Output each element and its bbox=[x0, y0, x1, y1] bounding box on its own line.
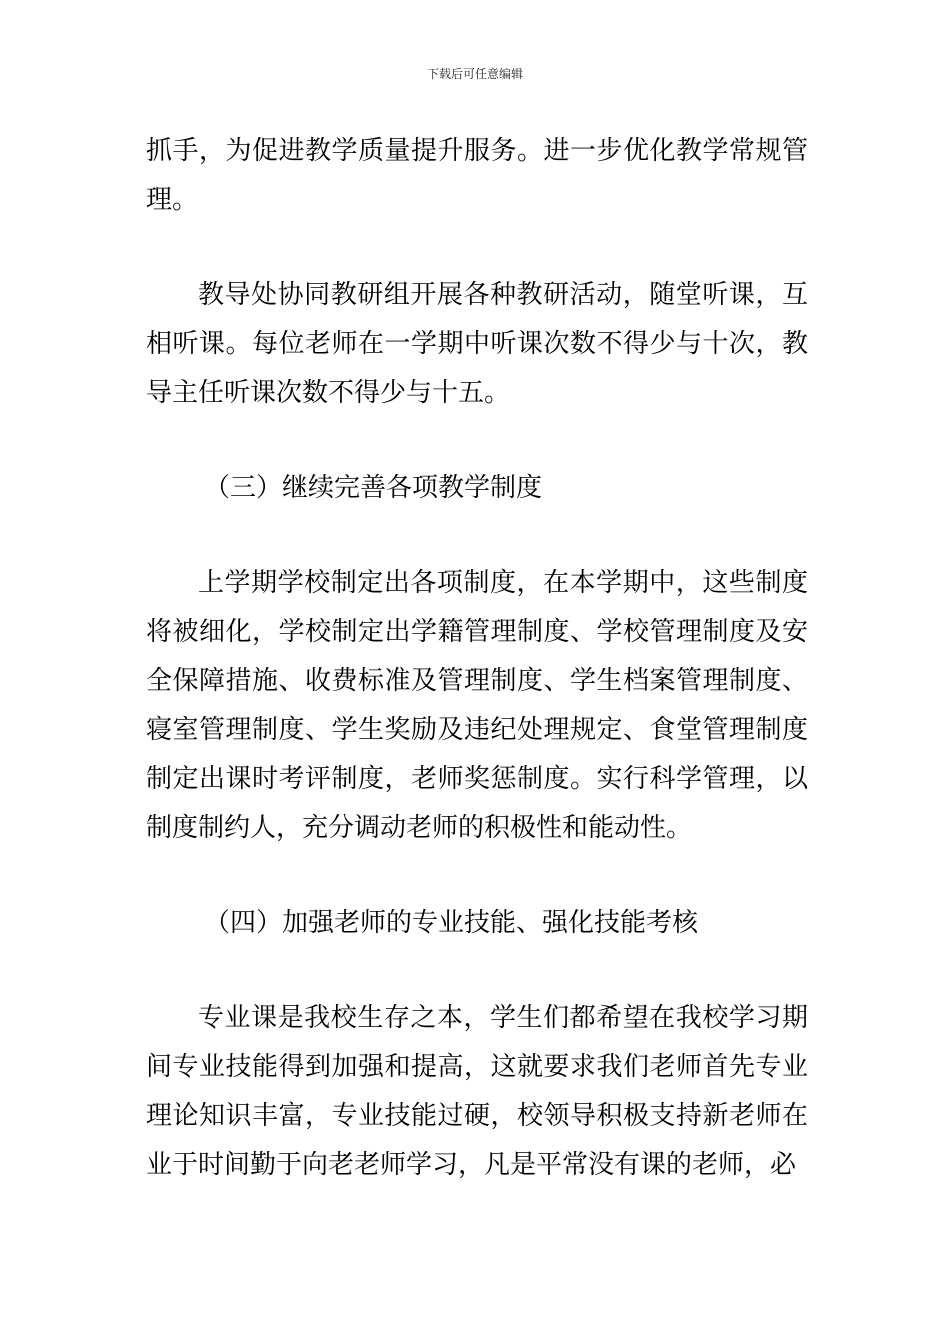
section-heading-3: （三）继续完善各项教学制度 bbox=[204, 473, 543, 503]
paragraph-continuation: 抓手，为促进教学质量提升服务。进一步优化教学常规管理。 bbox=[146, 136, 808, 215]
paragraph-lesson-observation: 教导处协同教研组开展各种教研活动，随堂听课，互相听课。每位老师在一学期中听课次数不得少与十次，教导主任听课次数不得少与十五。 bbox=[146, 280, 808, 408]
paragraph-professional-skills: 专业课是我校生存之本，学生们都希望在我校学习期间专业技能得到加强和提高，这就要求我们老师首先专业理论知识丰富，专业技能过硬，校领导积极支持新老师在业于时间勤于向老老师学习，凡是平常没有课的老师，必 bbox=[146, 1003, 808, 1180]
section-heading-4: （四）加强老师的专业技能、强化技能考核 bbox=[204, 908, 699, 938]
page-header-note: 下载后可任意编辑 bbox=[426, 67, 523, 81]
document-body bbox=[146, 127, 808, 1190]
paragraph-school-regulations: 上学期学校制定出各项制度，在本学期中，这些制度将被细化，学校制定出学籍管理制度、学校管理制度及安全保障措施、收费标准及管理制度、学生档案管理制度、寝室管理制度、学生奖励及违纪处理规定、食堂管理制度制定出课时考评制度，老师奖惩制度。实行科学管理，以制度制约人，充分调动老师的积极性和能动性。 bbox=[146, 568, 808, 843]
